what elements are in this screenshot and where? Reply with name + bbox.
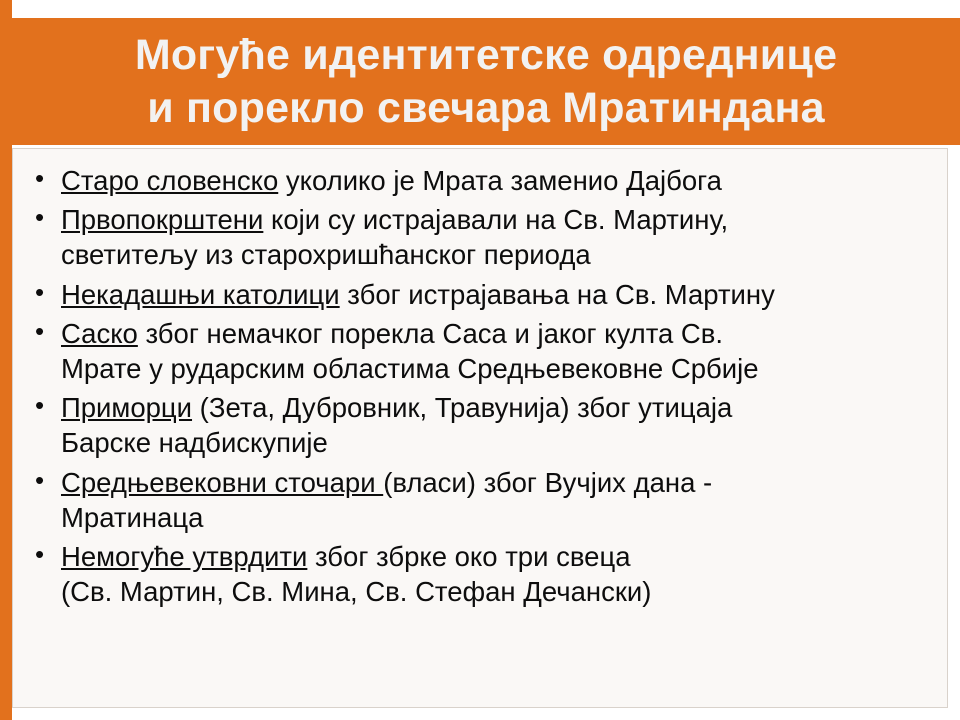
bullet-lead: Старо словенско (61, 165, 279, 196)
list-item (25, 390, 935, 460)
bullet-lead: Првопокрштени (61, 204, 264, 236)
bullet-rest: (Зета, Дубровник, Травунија) због утицаја (192, 392, 733, 424)
bullet-lead: Приморци (61, 392, 193, 424)
bullet-lead: Саско (61, 317, 138, 349)
bullet-second-line: Мратинаца (61, 501, 204, 533)
list-item (25, 202, 935, 272)
bullet-list (25, 163, 935, 609)
list-item (25, 163, 935, 198)
list-item (25, 539, 935, 609)
bullet-rest: уколико је Мрата заменио Дајбога (278, 165, 722, 196)
bullet-rest: због збрке око три свеца (307, 540, 631, 572)
bullet-rest: због истрајавања на Св. Мартину (339, 278, 775, 310)
bullet-lead: Некадашњи католици (61, 278, 340, 310)
slide-title-line-1: Могуће идентитетске одреднице (134, 31, 838, 80)
bullet-second-line: Мрате у рударским областима Средњевековне Србије (61, 352, 759, 384)
bullet-second-line: светитељу из старохришћанског периода (61, 239, 591, 271)
slide-title-band (12, 18, 960, 145)
bullet-second-line: Барске надбискупије (61, 427, 328, 459)
bullet-rest: (власи) због Вучјих дана - (383, 466, 713, 498)
bullet-lead: Немогуће утврдити (61, 540, 308, 572)
bullet-lead: Средњевековни сточари (61, 466, 384, 498)
slide-content-box (12, 148, 948, 708)
bullet-second-line: (Св. Мартин, Св. Мина, Св. Стефан Дечански) (61, 576, 652, 608)
bullet-rest: због немачког порекла Саса и јаког култа Св. (137, 317, 724, 349)
bullet-rest: који су истрајавали на Св. Мартину, (263, 204, 729, 236)
list-item (25, 316, 935, 386)
accent-left-bar (0, 0, 12, 720)
list-item (25, 277, 935, 312)
list-item (25, 465, 935, 535)
slide-title-line-2: и порекло свечара Мратиндана (147, 83, 825, 132)
